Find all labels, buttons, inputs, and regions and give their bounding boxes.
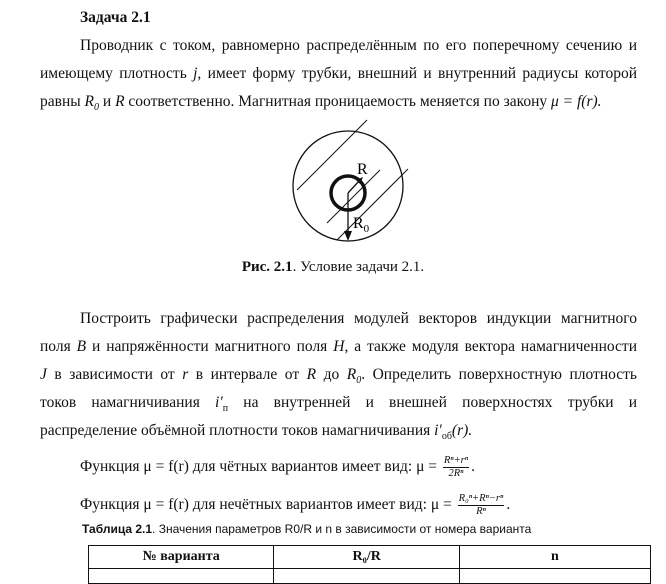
table-header-row xyxy=(89,546,651,569)
function-odd-text: Функция μ = f(r) для нечётных вариантов имеет вид: μ = xyxy=(80,496,452,514)
figure-caption-bold: Рис. 2.1 xyxy=(241,259,293,275)
para1-text-1: Проводник с током, равномерно распределённым по его поперечному сечению и xyxy=(80,37,637,54)
function-odd: Функция μ = f(r) для нечётных вариантов имеет вид: μ = $\frac{\text{R₀ⁿ+Rⁿ−rⁿ}}{\text{Rⁿ}}$ . xyxy=(80,493,511,517)
symbol-j: j xyxy=(193,65,198,82)
formula-mu: μ = f(r). xyxy=(551,93,602,110)
function-even-text: Функция μ = f(r) для чётных вариантов имеет вид: μ = xyxy=(80,458,437,476)
figure-caption-rest: . Условие задачи 2.1. xyxy=(292,259,425,275)
table-caption xyxy=(82,522,531,536)
function-odd-fraction: $\frac{\text{R₀ⁿ+Rⁿ−rⁿ}}{\text{Rⁿ}}$ xyxy=(458,493,504,517)
para1-line3 xyxy=(40,92,602,118)
para1-text-3: , имеет форму трубки, внешний и внутренний радиусы которой xyxy=(197,65,637,82)
para1-text-4: равны xyxy=(40,93,85,110)
header-n: n xyxy=(459,546,650,569)
problem-heading: Задача 2.1 xyxy=(80,9,151,26)
symbol-R0-sub: 0 xyxy=(94,102,100,114)
label-R0: $R_0$ xyxy=(353,215,370,235)
parameters-table xyxy=(88,545,651,584)
table-row xyxy=(89,569,651,584)
para1-text-6: соответственно. Магнитная проницаемость меняется по закону xyxy=(124,93,551,110)
para1-text-2: имеющему плотность xyxy=(40,65,194,82)
para2-line1: Построить графически распределения модулей векторов индукции магнитного xyxy=(80,310,637,327)
para1-text-5: и xyxy=(99,93,116,110)
table-cell xyxy=(274,569,459,584)
table-caption-rest: . Значения параметров R0/R и n в зависимости от номера варианта xyxy=(152,522,532,536)
header-variant: № варианта xyxy=(89,546,274,569)
symbol-R: R xyxy=(115,93,125,110)
para2-line4: токов намагничивания $i'_п$ на внутренней и внешней поверхностях трубки и xyxy=(40,394,638,415)
para2-line3: J в зависимости от r в интервале от R до $R_0$. Определить поверхностную плотность xyxy=(40,366,637,387)
table-caption-bold: Таблица 2.1 xyxy=(82,522,153,536)
function-even: Функция μ = f(r) для чётных вариантов имеет вид: μ = $\frac{\text{Rⁿ+rⁿ}}{\text{2Rⁿ}}$ . xyxy=(80,455,475,479)
table-cell xyxy=(459,569,650,584)
para2-line2: поля B и напряжённости магнитного поля H, а также модуля вектора намагниченности xyxy=(40,338,637,355)
figure-tube xyxy=(285,118,415,250)
table-cell xyxy=(89,569,274,584)
header-ratio: R₀/R xyxy=(274,546,459,569)
para1-line2 xyxy=(40,64,637,84)
para1-line1 xyxy=(80,36,637,56)
para2-line5: распределение объёмной плотности токов намагничивания $i'_{об}(r)$. xyxy=(40,422,473,443)
function-even-fraction: $\frac{\text{Rⁿ+rⁿ}}{\text{2Rⁿ}}$ xyxy=(443,455,469,479)
radius-R0-arrowhead xyxy=(344,231,352,241)
label-R: R xyxy=(357,161,368,178)
symbol-R0: R xyxy=(84,93,95,110)
figure-caption xyxy=(0,257,666,277)
